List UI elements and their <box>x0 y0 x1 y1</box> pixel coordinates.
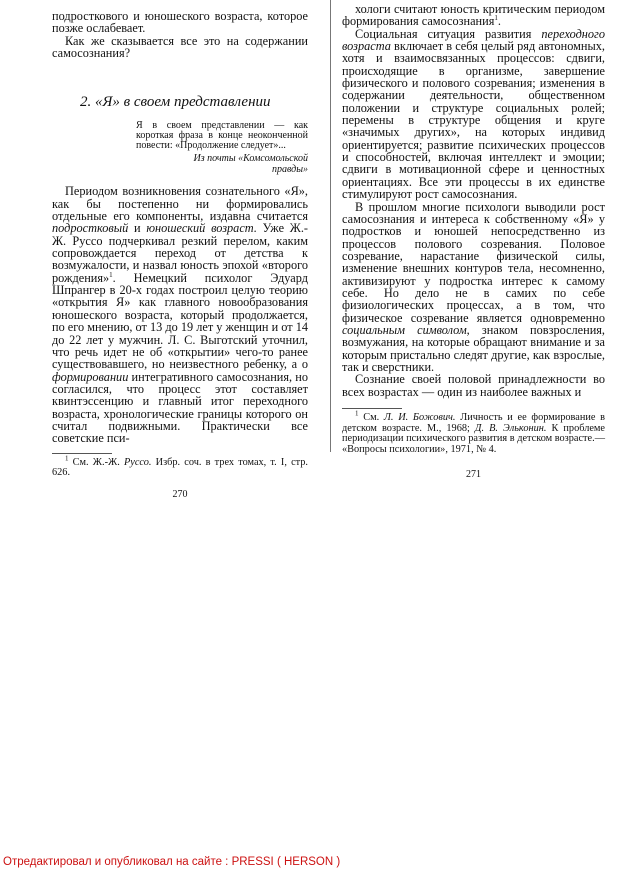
right-paragraph-0: хологи считают юность критическим периодом формирования самосознания$^1$. <box>342 2 605 29</box>
left-page <box>52 0 308 500</box>
right-footnote: $^1$ См. Л. И. Божович. Личность и ее формирование в детском возрасте. М., 1968; Д. В. Эльконин. К проблеме периодизации психического развития в детском возрасте.— «Вопросы психологии», 1971, № 4. <box>342 409 606 455</box>
right-page-number: 271 <box>466 469 481 481</box>
right-paragraph-1: Социальная ситуация развития переходного возраста включает в себя целый ряд автономных, хотя и взаимосвязанных процессов: сдвиги, происходящие в организме, завершение физического и полового созревания; изменения в содержании деятельности, общественном положении и структуре социальных ролей; перемены в структуре общения и круге «значимых других», на которых индивид ориентируется; развитие психических процессов и способностей, включая интеллект и эмоции; сдвиги в мотивационной сфере и ценностных ориентациях. Все эти процессы в их единстве стимулируют рост самосознания. <box>342 26 605 202</box>
right-paragraph-3: Сознание своей половой принадлежности во всех возрастах — один из наиболее важных и <box>342 372 605 399</box>
epigraph-source-line-2: правды» <box>272 163 308 175</box>
section-heading: 2. «Я» в своем представлении <box>80 94 271 111</box>
left-question: Как же сказывается все это на содержании самосознания? <box>52 33 308 61</box>
epigraph <box>136 121 308 175</box>
right-page <box>342 0 605 480</box>
footnote-rule <box>52 453 112 454</box>
footnote-rule <box>342 408 402 409</box>
left-footnote: $^1$ См. Ж.-Ж. Руссо. Избр. соч. в трех томах, т. I, стр. 626. <box>52 454 308 479</box>
page-divider <box>330 0 331 452</box>
right-paragraph-2: В прошлом многие психологи выводили рост самосознания и интереса к собственному «Я» у подростков и юношей непосредственно из процессов полового созревания. Половое созревание, нарастание физической силы, изменение внешних контуров тела, несомненно, активизируют у подростка интерес к самому себе. Но дело не в самих по себе физиологических процессах, а в том, что физическое созревание является одновременно социальным символом, знаком повзросления, возмужания, на которые обращают внимание и за которым пристально следят другие, как взрослые, так и сверстники. <box>342 199 605 374</box>
site-credit-footer: Отредактировал и опубликовал на сайте : PRESSI ( HERSON ) <box>3 856 341 868</box>
epigraph-text: Я в своем представлении — как короткая фраза в конце неоконченной повести: «Продолжение следует»... <box>136 120 308 152</box>
left-page-number: 270 <box>172 488 188 500</box>
left-paragraph-1: Периодом возникновения сознательного «Я», как бы постепенно ни формировались отдельные его компоненты, издавна считается подростковый и юношеский возраст. Уже Ж.-Ж. Руссо подчеркивал резкий перелом, каким сопровождается переход от детства к возмужалости, и назвал юность эпохой «второго рождения»$^1$. Немецкий психолог Эдуард Шпрангер в 20-х годах построил целую теорию «открытия Я» как главного новообразования юношеского возраста, который продолжается, по его мнению, от 13 до 19 лет у женщин и от 14 до 22 лет у мужчин. Л. С. Выготский уточнил, что речь идет не об «открытии» чего-то ранее существовавшего, но неизвестного ребенку, а о формировании интегративного самосознания, но согласился, что процесс этот составляет квинтэссенцию и главный итог переходного возраста, хронологические границы которого он считал подвижными. Практически все советские пси- <box>52 184 308 446</box>
epigraph-source-line-1: Из почты «Комсомольской <box>193 153 308 165</box>
left-top-text: подросткового и юношеского возраста, которое позже ослабевает. <box>52 9 308 36</box>
